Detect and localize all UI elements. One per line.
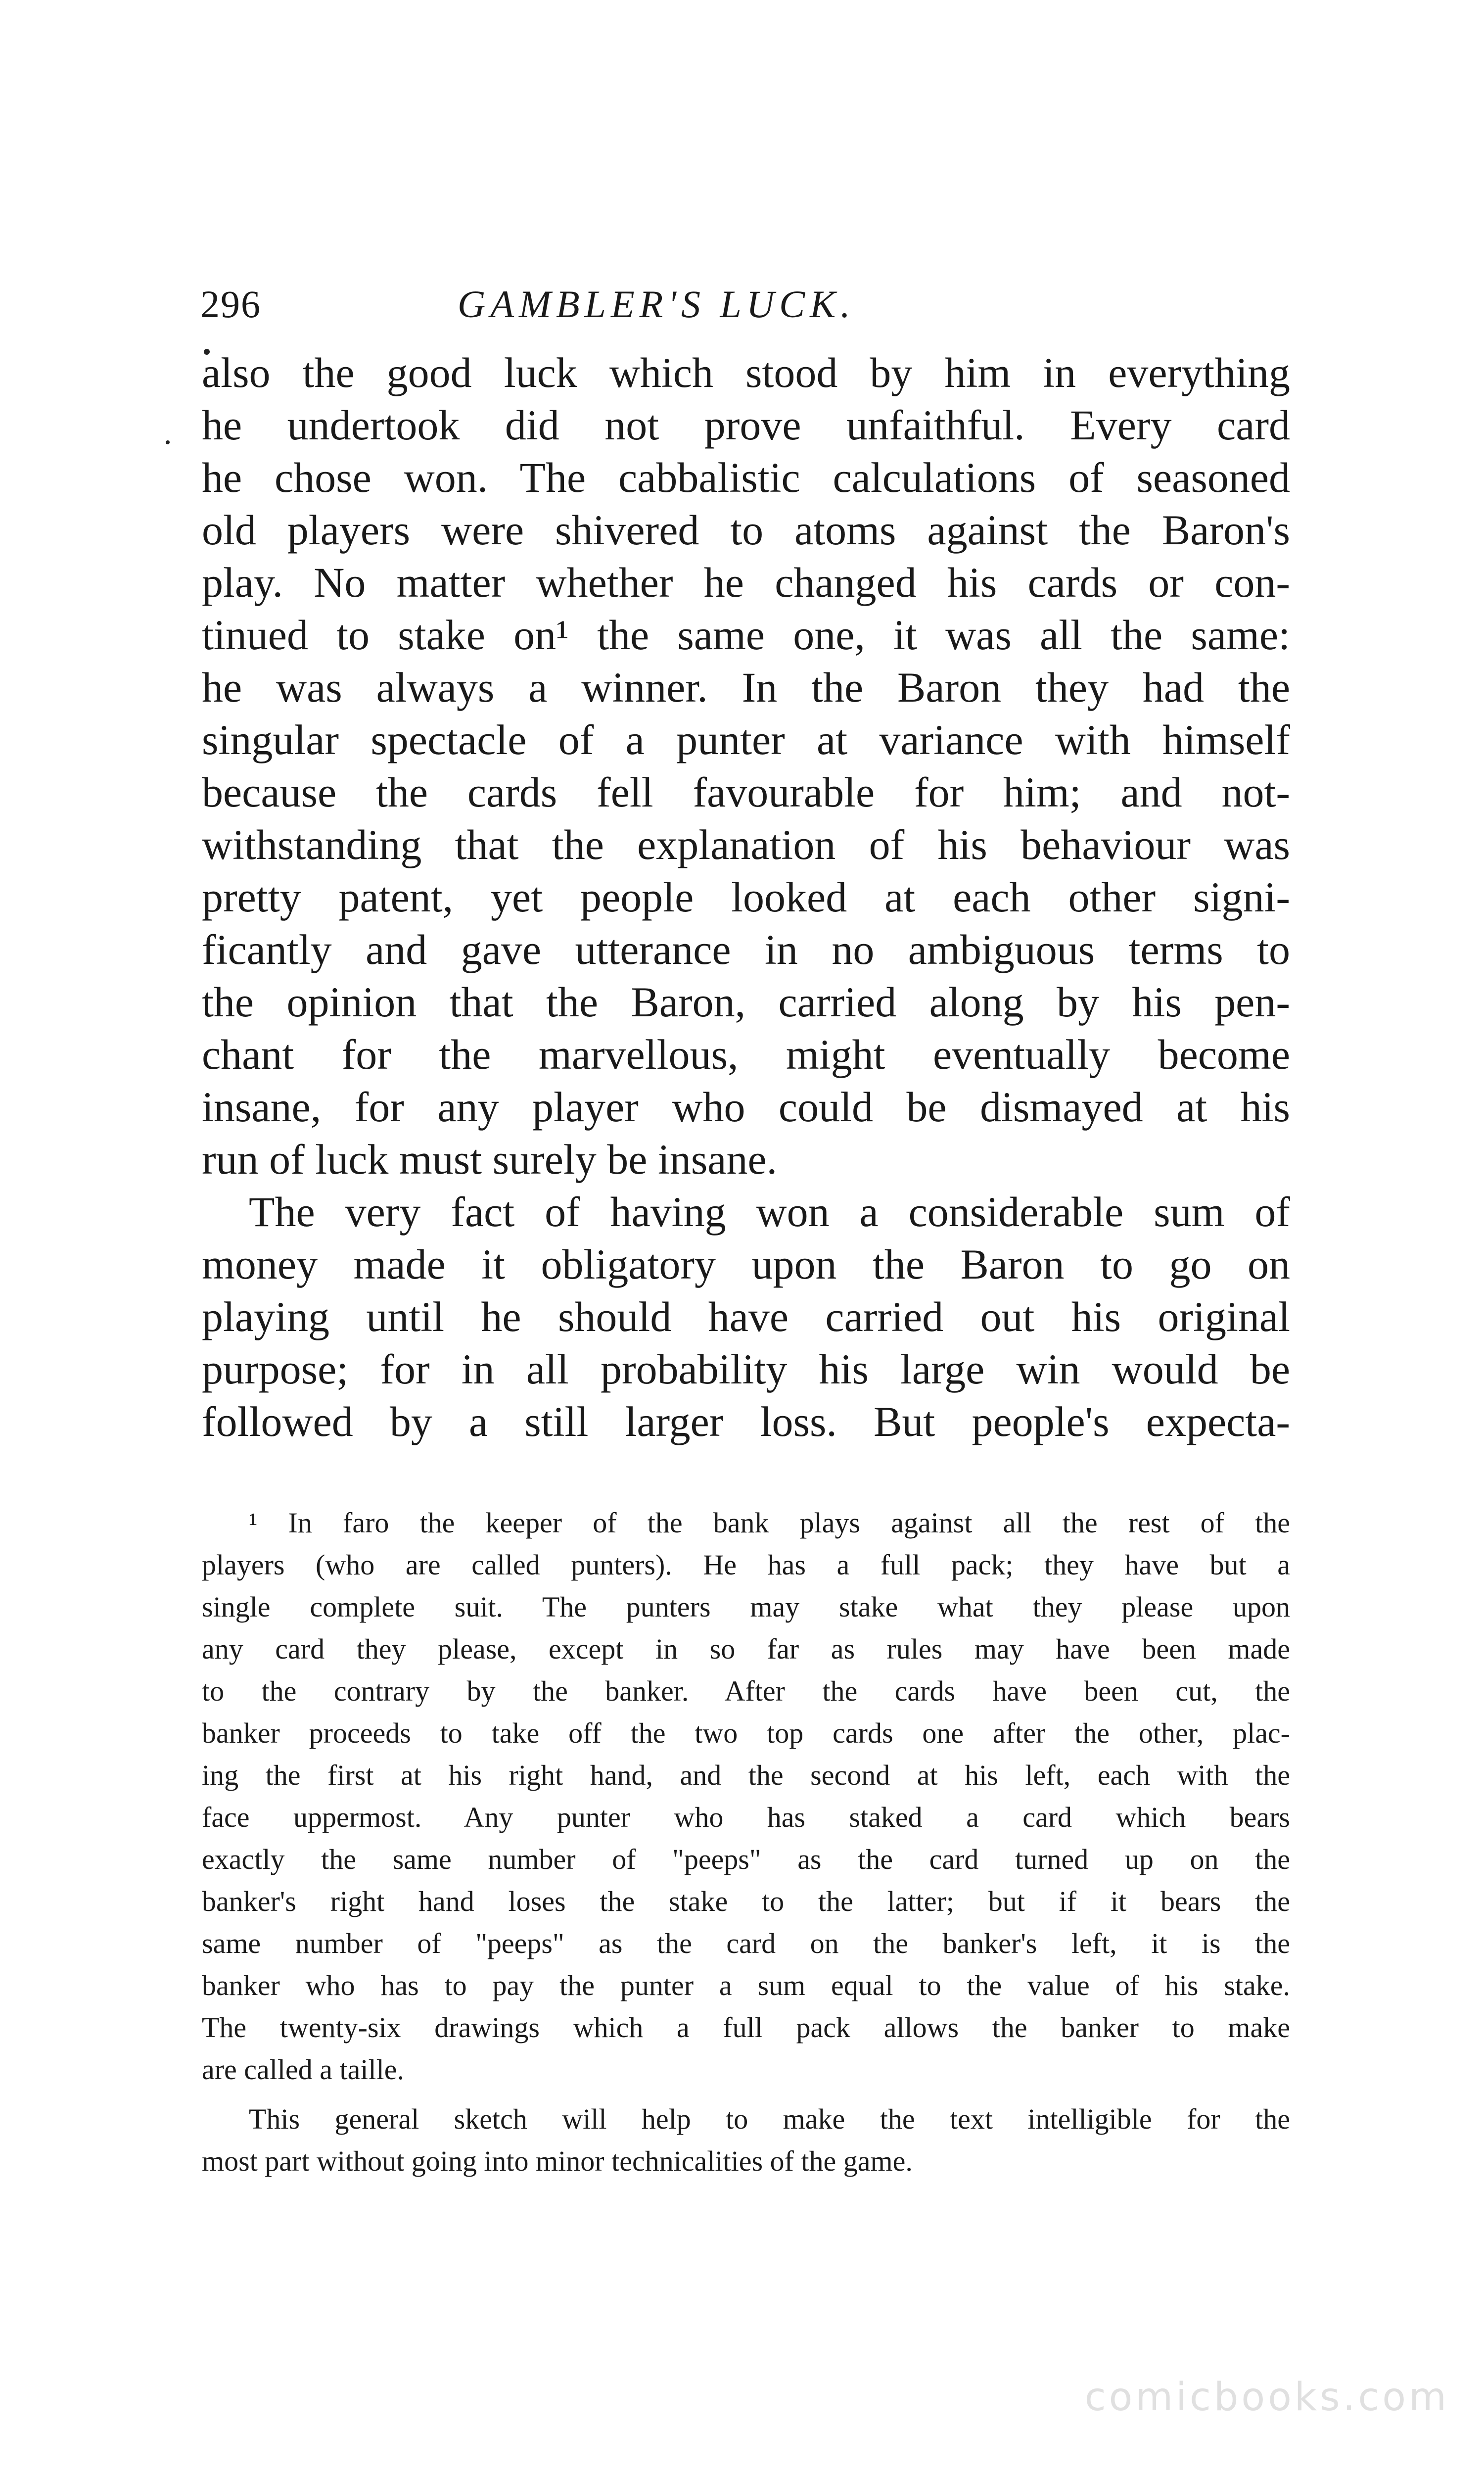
footnote-line: ing the first at his right hand, and the second at his left, each with the bbox=[202, 1759, 1290, 1791]
body-line: the opinion that the Baron, carried along by his pen- bbox=[202, 978, 1290, 1026]
body-line: play. No matter whether he changed his cards or con- bbox=[202, 559, 1290, 606]
body-line: run of luck must surely be insane. bbox=[202, 1136, 778, 1183]
stray-ink-dot bbox=[166, 440, 170, 444]
body-line: withstanding that the explanation of his behaviour was bbox=[202, 821, 1290, 868]
body-line: pretty patent, yet people looked at each other signi- bbox=[202, 873, 1290, 921]
footnote-line: banker proceeds to take off the two top cards one after the other, plac- bbox=[202, 1717, 1290, 1749]
body-line: purpose; for in all probability his large win would be bbox=[202, 1345, 1290, 1393]
running-title: GAMBLER'S LUCK. bbox=[458, 283, 855, 326]
footnote-line: banker's right hand loses the stake to the latter; but if it bears the bbox=[202, 1885, 1290, 1917]
body-line: he was always a winner. In the Baron they had the bbox=[202, 664, 1290, 711]
body-line: singular spectacle of a punter at variance with himself bbox=[202, 716, 1290, 763]
footnote-line: single complete suit. The punters may stake what they please upon bbox=[202, 1591, 1290, 1623]
footnote-line: players (who are called punters). He has a full pack; they have but a bbox=[202, 1549, 1290, 1581]
body-line: insane, for any player who could be dismayed at his bbox=[202, 1083, 1290, 1131]
footnotes bbox=[202, 1502, 1290, 2182]
body-text bbox=[202, 346, 1290, 1448]
footnote-line: are called a taille. bbox=[202, 2053, 404, 2086]
footnote-gap bbox=[202, 2091, 1290, 2098]
footnote-line: The twenty-six drawings which a full pack allows the banker to make bbox=[202, 2011, 1290, 2044]
watermark: comicbooks.com bbox=[1084, 2375, 1449, 2420]
footnote-line: exactly the same number of "peeps" as the card turned up on the bbox=[202, 1843, 1290, 1875]
body-line: money made it obligatory upon the Baron to go on bbox=[202, 1240, 1290, 1288]
body-line: tinued to stake on¹ the same one, it was all the same: bbox=[202, 611, 1290, 659]
body-line: chant for the marvellous, might eventually become bbox=[202, 1031, 1290, 1078]
page-number: 296 bbox=[200, 283, 261, 326]
body-line: old players were shivered to atoms against the Baron's bbox=[202, 506, 1290, 554]
footnote-line: banker who has to pay the punter a sum equal to the value of his stake. bbox=[202, 1969, 1290, 2001]
body-line: The very fact of having won a considerable sum of bbox=[249, 1188, 1290, 1236]
footnote-line: to the contrary by the banker. After the cards have been cut, the bbox=[202, 1675, 1290, 1707]
footnote-line: This general sketch will help to make the text intelligible for the bbox=[249, 2103, 1290, 2135]
footnote-line: face uppermost. Any punter who has staked a card which bears bbox=[202, 1801, 1290, 1833]
footnote-line: ¹ In faro the keeper of the bank plays against all the rest of the bbox=[249, 1507, 1290, 1539]
body-line: he undertook did not prove unfaithful. Every card bbox=[202, 401, 1290, 449]
footnote-line: same number of "peeps" as the card on the banker's left, it is the bbox=[202, 1927, 1290, 1959]
body-line: because the cards fell favourable for him; and not- bbox=[202, 768, 1290, 816]
body-line: ficantly and gave utterance in no ambiguous terms to bbox=[202, 926, 1290, 973]
body-line: playing until he should have carried out his original bbox=[202, 1293, 1290, 1340]
footnote-line: any card they please, except in so far as rules may have been made bbox=[202, 1633, 1290, 1665]
footnote-line: most part without going into minor technicalities of the game. bbox=[202, 2145, 913, 2177]
body-line: he chose won. The cabbalistic calculations of seasoned bbox=[202, 454, 1290, 501]
body-line: also the good luck which stood by him in everything bbox=[202, 349, 1290, 396]
body-line: followed by a still larger loss. But people's expecta- bbox=[202, 1398, 1290, 1445]
page-header bbox=[200, 277, 1289, 332]
